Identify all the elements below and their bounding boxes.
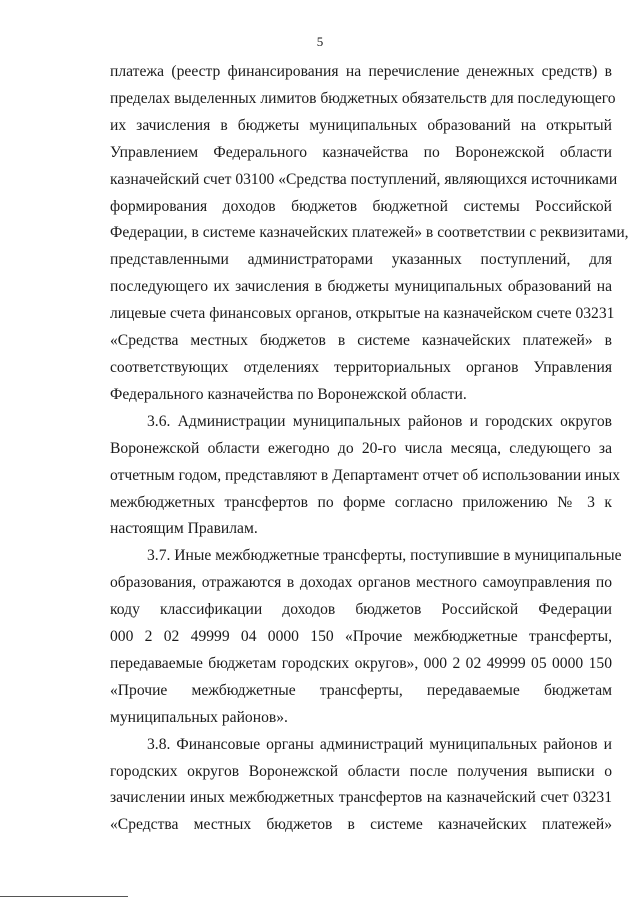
- text-line: коду классификации доходов бюджетов Российской Федерации: [110, 601, 612, 619]
- paragraph-3-6: [110, 409, 621, 544]
- text-line: Воронежской области ежегодно до 20-го числа месяца, следующего за: [110, 439, 612, 457]
- text-line: соответствующих отделениях территориальных органов Управления: [110, 358, 612, 376]
- text-line: 000 2 02 49999 04 0000 150 «Прочие межбюджетные трансферты,: [110, 628, 612, 646]
- text-line: 3.8. Финансовые органы администраций муниципальных районов и: [147, 735, 612, 753]
- page-number: 5: [316, 34, 324, 49]
- footnote-divider: [0, 896, 128, 897]
- text-line: образования, отражаются в доходах органов местного самоуправления по: [110, 574, 612, 592]
- text-line: муниципальных районов».: [110, 708, 288, 726]
- text-line: лицевые счета финансовых органов, открытые на казначейском счете 03231: [110, 305, 615, 323]
- text-line: казначейский счет 03100 «Средства поступлений, являющихся источниками: [110, 170, 618, 188]
- text-line: последующего их зачисления в бюджеты муниципальных образований на: [110, 278, 612, 296]
- text-line: Федерации, в системе казначейских платежей» в соответствии с реквизитами,: [110, 224, 629, 242]
- text-line: 3.6. Администрации муниципальных районов и городских округов: [147, 412, 612, 430]
- text-line: настоящим Правилам.: [110, 520, 258, 538]
- paragraph-3-8: [110, 732, 612, 840]
- text-line: «Прочие межбюджетные трансферты, передаваемые бюджетам: [110, 681, 612, 699]
- text-line: формирования доходов бюджетов бюджетной системы Российской: [110, 197, 612, 215]
- text-line: межбюджетных трансфертов по форме согласно приложению № 3 к: [110, 493, 612, 511]
- text-line: передаваемые бюджетам городских округов», 000 2 02 49999 05 0000 150: [110, 654, 612, 672]
- text-line: их зачисления в бюджеты муниципальных образований на открытый: [110, 116, 612, 134]
- text-line: городских округов Воронежской области после получения выписки о: [110, 762, 612, 780]
- paragraph-payment-registry: [110, 59, 629, 409]
- text-line: отчетным годом, представляют в Департамент отчет об использовании иных: [110, 466, 621, 484]
- text-line: Федерального казначейства по Воронежской области.: [110, 385, 467, 403]
- text-line: Управлением Федерального казначейства по Воронежской области: [110, 143, 612, 161]
- text-line: пределах выделенных лимитов бюджетных обязательств для последующего: [110, 89, 616, 107]
- text-line: «Средства местных бюджетов в системе казначейских платежей» в: [110, 332, 612, 350]
- text-line: 3.7. Иные межбюджетные трансферты, поступившие в муниципальные: [147, 547, 622, 565]
- text-line: «Средства местных бюджетов в системе казначейских платежей»: [110, 816, 612, 834]
- text-line: представленными администраторами указанных поступлений, для: [110, 251, 612, 269]
- paragraph-3-7: [110, 543, 622, 731]
- document-body: [110, 59, 629, 839]
- text-line: платежа (реестр финансирования на перечисление денежных средств) в: [110, 63, 612, 80]
- text-line: зачислении иных межбюджетных трансфертов на казначейский счет 03231: [110, 789, 612, 807]
